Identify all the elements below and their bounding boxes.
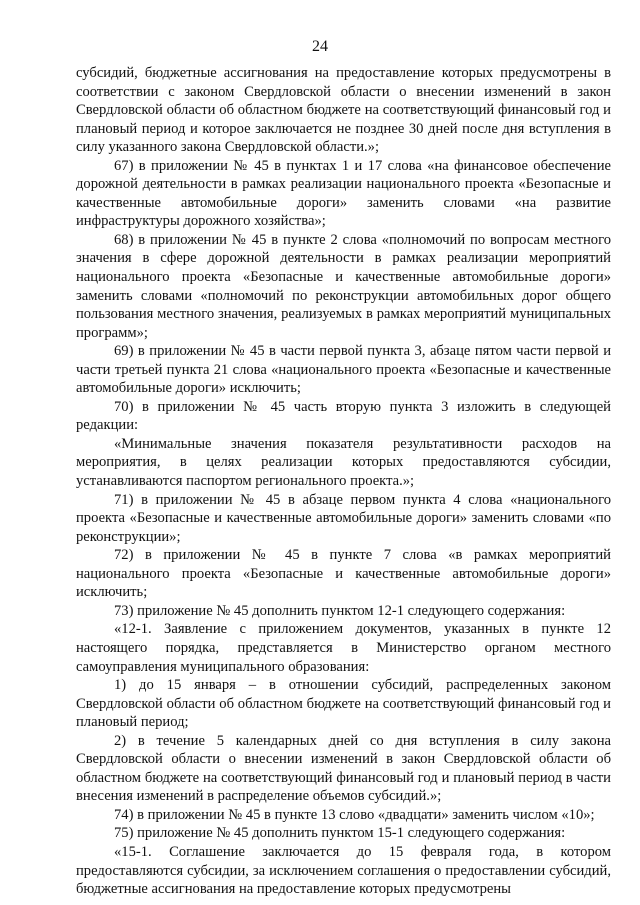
- paragraph-subitem-2: 2) в течение 5 календарных дней со дня вступления в силу закона Свердловской области о внесении изменений в закон Свердловской области об областном бюджете на соответствующий финансовый год и плановый период в части внесения изменений в распределение объемов субсидий.»;: [76, 732, 611, 805]
- paragraph-item-72: 72) в приложении № 45 в пункте 7 слова «в рамках мероприятий национального проекта «Безопасные и качественные автомобильные дороги» исключить;: [76, 547, 611, 601]
- paragraph-continuation: субсидий, бюджетные ассигнования на предоставление которых предусмотрены в соответствии с законом Свердловской области о внесении изменений в закон Свердловской области об областном бюджете на соответствующий финансовый год и плановый период и которое заключается не позднее 30 дней после дня вступления в силу указанного закона Свердловской области.»;: [76, 65, 611, 156]
- paragraph-quote-15-1: «15-1. Соглашение заключается до 15 февраля года, в котором предоставляются субсидии, за исключением соглашения о предоставлении субсидий, бюджетные ассигнования на предоставление которых предусмотрены: [76, 843, 611, 898]
- paragraph-quote-minimum-values: «Минимальные значения показателя результативности расходов на мероприятия, в целях реализации которых предоставляются субсидии, устанавливаются паспортом регионального проекта.»;: [76, 435, 611, 490]
- paragraph-item-71: 71) в приложении № 45 в абзаце первом пункта 4 слова «национального проекта «Безопасные и качественные автомобильные дороги» заменить словами «по реконструкции»;: [76, 491, 611, 545]
- paragraph-item-73: 73) приложение № 45 дополнить пунктом 12-1 следующего содержания:: [114, 602, 566, 619]
- paragraph-item-75: 75) приложение № 45 дополнить пунктом 15-1 следующего содержания:: [114, 825, 566, 842]
- paragraph-item-67: 67) в приложении № 45 в пунктах 1 и 17 слова «на финансовое обеспечение дорожной деятельности в рамках реализации национального проекта «Безопасные и качественные автомобильные дороги» заменить словами «на развитие инфраструктуры дорожного хозяйства»;: [76, 157, 611, 230]
- paragraph-item-74: 74) в приложении № 45 в пункте 13 слово «двадцати» заменить числом «10»;: [114, 806, 595, 823]
- paragraph-item-68: 68) в приложении № 45 в пункте 2 слова «полномочий по вопросам местного значения в сфере дорожной деятельности в рамках реализации мероприятий национального проекта «Безопасные и качественные автомобильные дороги» заменить словами «полномочий по реконструкции автомобильных дорог общего пользования местного значения, реализуемых в рамках мероприятий муниципальных программ»;: [76, 231, 611, 341]
- page-number: 24: [312, 38, 328, 55]
- paragraph-subitem-1: 1) до 15 января – в отношении субсидий, распределенных законом Свердловской области об областном бюджете на соответствующий финансовый год и плановый период;: [76, 677, 611, 731]
- document-body: [76, 64, 611, 899]
- paragraph-quote-12-1: «12-1. Заявление с приложением документов, указанных в пункте 12 настоящего порядка, представляется в Министерство органом местного самоуправления муниципального образования:: [76, 621, 611, 675]
- paragraph-item-69: 69) в приложении № 45 в части первой пункта 3, абзаце пятом части первой и части третьей пункта 21 слова «национального проекта «Безопасные и качественные автомобильные дороги» исключить;: [76, 343, 611, 397]
- paragraph-item-70: 70) в приложении № 45 часть вторую пункта 3 изложить в следующей редакции:: [76, 398, 611, 434]
